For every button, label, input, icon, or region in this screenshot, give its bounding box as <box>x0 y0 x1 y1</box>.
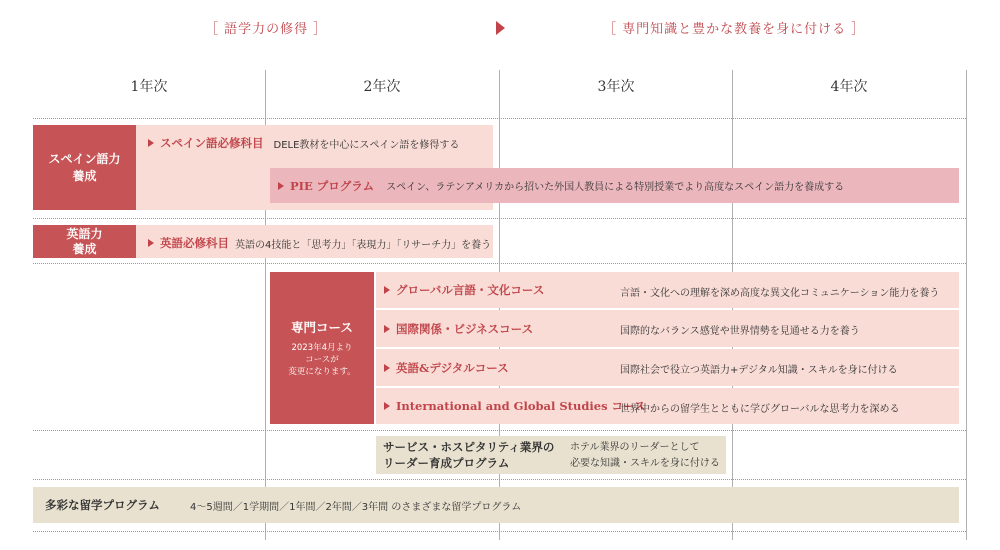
courses-heading <box>270 272 374 424</box>
hospitality-title <box>383 439 554 471</box>
courses-note-line1: 2023年4月より <box>291 342 353 353</box>
year-3-label: 3年次 <box>597 79 635 95</box>
triangle-icon <box>278 182 284 190</box>
hospitality-desc-line2: 必要な知識・スキルを身に付ける <box>570 458 720 469</box>
pie-program-bar <box>270 168 959 203</box>
triangle-icon <box>384 325 390 333</box>
english-heading <box>33 225 136 258</box>
english-required-label: 英語必修科目 <box>160 236 229 250</box>
spanish-heading <box>33 125 136 210</box>
triangle-icon <box>148 139 154 147</box>
triangle-icon <box>384 402 390 410</box>
row-divider <box>33 430 966 431</box>
course-label: 英語&デジタルコース <box>396 360 509 375</box>
course-desc: 国際社会で役立つ英語力+デジタル知識・スキルを身に付ける <box>620 365 898 376</box>
year-divider <box>966 70 967 540</box>
course-desc: 世界中からの留学生とともに学びグローバルな思考力を深める <box>620 404 900 415</box>
triangle-icon <box>148 239 154 247</box>
spanish-heading-line1: スペイン語力 <box>48 151 121 166</box>
course-desc: 国際的なバランス感覚や世界情勢を見通せる力を養う <box>620 326 860 337</box>
course-desc: 言語・文化への理解を深め高度な異文化コミュニケーション能力を養う <box>620 288 940 299</box>
pie-program-desc: スペイン、ラテンアメリカから招いた外国人教員による特別授業でより高度なスペイン語力を養成する <box>386 182 845 193</box>
row-divider <box>33 218 966 219</box>
spanish-required-desc: DELE教材を中心にスペイン語を修得する <box>273 139 460 151</box>
year-1-label: 1年次 <box>130 79 168 95</box>
english-required-item <box>148 235 491 251</box>
course-label: International and Global Studies コース <box>396 399 646 413</box>
hospitality-title-line2: リーダー育成プログラム <box>383 456 510 470</box>
year-2-label: 2年次 <box>363 79 401 95</box>
courses-note-line2: コースが <box>305 354 339 365</box>
course-label: 国際関係・ビジネスコース <box>396 321 534 336</box>
spanish-required-label: スペイン語必修科目 <box>160 136 264 150</box>
triangle-icon <box>384 286 390 294</box>
english-heading-line2: 養成 <box>72 241 97 256</box>
study-abroad-desc: 4～5週間／1学期間／1年間／2年間／3年間 のさまざまな留学プログラム <box>190 501 522 513</box>
study-abroad-label: 多彩な留学プログラム <box>45 498 160 512</box>
hospitality-desc <box>570 440 720 472</box>
pie-program-label: PIE プログラム <box>290 178 375 193</box>
row-divider <box>33 118 966 119</box>
courses-heading-title: 専門コース <box>291 319 353 335</box>
hospitality-title-line1: サービス・ホスピタリティ業界の <box>383 440 555 454</box>
phase-arrow-icon <box>496 21 505 35</box>
row-divider <box>33 479 966 480</box>
spanish-heading-line2: 養成 <box>72 168 97 183</box>
course-label: グローバル言語・文化コース <box>396 283 545 297</box>
study-abroad-bar <box>33 487 959 523</box>
phase-language-acquisition: ［ 語学力の修得 ］ <box>205 22 328 37</box>
english-required-desc: 英語の4技能と「思考力」「表現力」「リサーチ力」を養う <box>235 239 492 251</box>
year-4-label: 4年次 <box>830 79 868 95</box>
phase-specialized-knowledge: ［ 専門知識と豊かな教養を身に付ける ］ <box>603 22 866 37</box>
spanish-required-item <box>148 135 459 151</box>
triangle-icon <box>384 364 390 372</box>
courses-note-line3: 変更になります。 <box>288 366 356 377</box>
row-divider <box>33 263 966 264</box>
english-heading-line1: 英語力 <box>66 226 103 241</box>
row-divider <box>33 531 966 532</box>
hospitality-desc-line1: ホテル業界のリーダーとして <box>570 442 700 453</box>
